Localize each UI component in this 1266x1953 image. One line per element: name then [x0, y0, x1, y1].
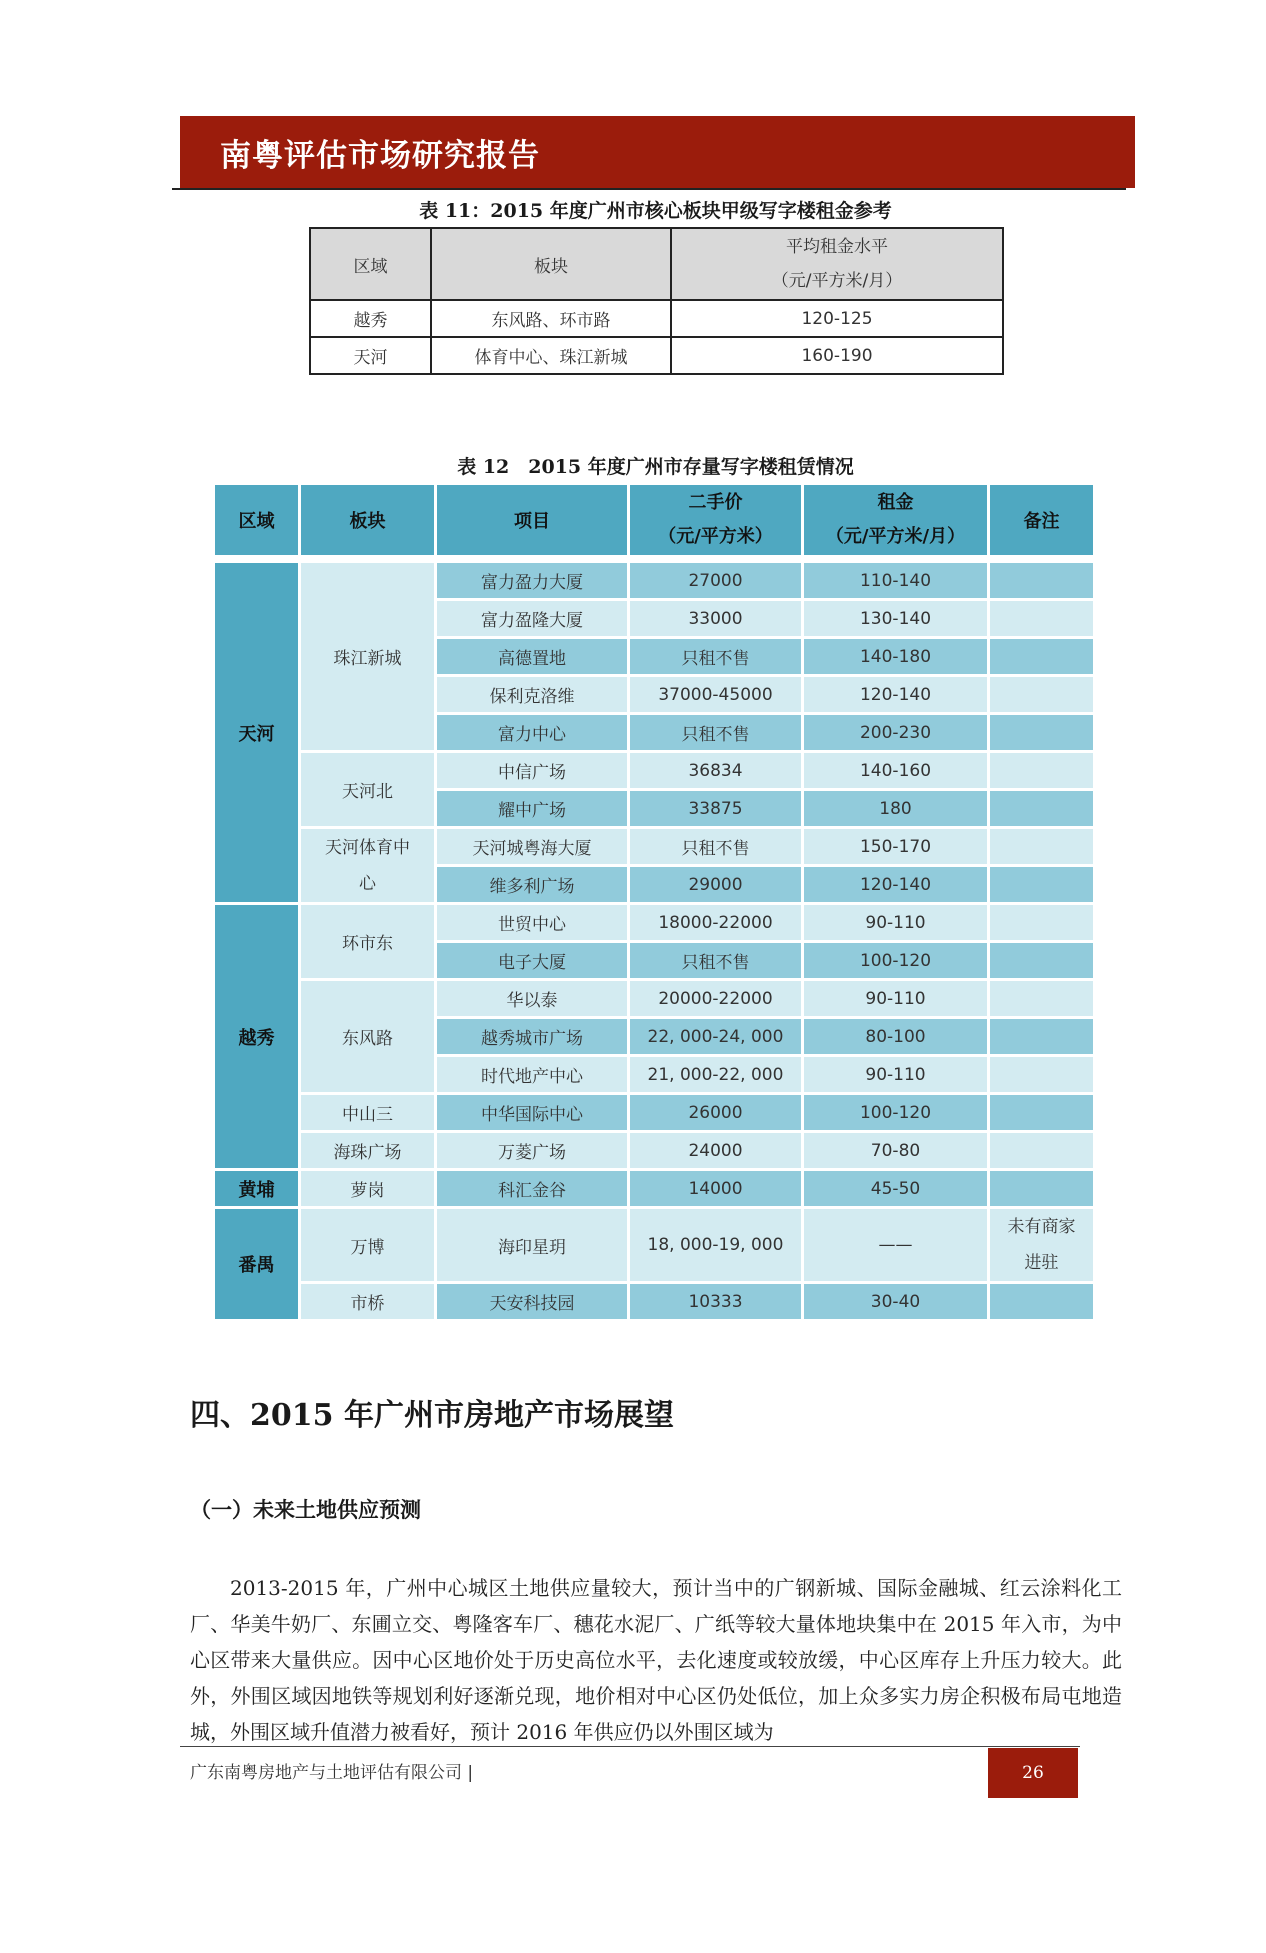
table12-header-line: 租金: [877, 492, 914, 513]
table12-header-line: （元/平方米/月）: [825, 526, 966, 547]
table12-cell: 高德置地: [437, 639, 630, 677]
table12-cell: 富力中心: [437, 715, 630, 753]
table11-cell: 体育中心、珠江新城: [431, 337, 671, 374]
table12-region-cell: 越秀: [215, 905, 301, 1171]
subsection-heading: （一）未来土地供应预测: [190, 1497, 421, 1522]
table12-cell: 只租不售: [630, 715, 804, 753]
table-row: [215, 1171, 1096, 1209]
table12: [215, 485, 1096, 1322]
table12-cell: 世贸中心: [437, 905, 630, 943]
table12-cell: 33000: [630, 601, 804, 639]
section-heading: 四、2015 年广州市房地产市场展望: [190, 1398, 674, 1433]
table11-cell: 120-125: [671, 300, 1003, 337]
table12-cell: 海印星玥: [437, 1209, 630, 1284]
table12-cell: 越秀城市广场: [437, 1019, 630, 1057]
table11-cell: 天河: [310, 337, 431, 374]
table12-cell: 80-100: [804, 1019, 990, 1057]
table12-cell: 140-160: [804, 753, 990, 791]
table12-cell: 100-120: [804, 1095, 990, 1133]
table12-cell: 100-120: [804, 943, 990, 981]
table11-header-line: 平均租金水平: [786, 237, 888, 257]
table12-cell: 70-80: [804, 1133, 990, 1171]
body-paragraph: 2013-2015 年，广州中心城区土地供应量较大，预计当中的广钢新城、国际金融城、红云涂料化工厂、华美牛奶厂、东圃立交、粤隆客车厂、穗花水泥厂、广纸等较大量体地块集中在 2015 年入市，为中心区带来大量供应。因中心区地价处于历史高位水平，去化速度或较放缓，中心区库存上升压力较大。此外，外围区域因地铁等规划利好逐渐兑现，地价相对中心区仍处低位，加上众多实力房企积极布局屯地造城，外围区域升值潜力被看好，预计 2016 年供应仍以外围区域为: [190, 1576, 1122, 1744]
table12-cell: 10333: [630, 1284, 804, 1322]
table12-cell: [990, 1057, 1096, 1095]
table12-cell: 36834: [630, 753, 804, 791]
table11: [309, 227, 1004, 375]
table12-cell: 14000: [630, 1171, 804, 1209]
table-row: [215, 753, 1096, 791]
body-paragraph-block: [190, 1570, 1122, 1750]
footer-rule: [180, 1746, 1080, 1747]
table11-header-row: [310, 228, 1003, 300]
table12-block-cell: 万博: [301, 1209, 437, 1284]
table12-cell: 20000-22000: [630, 981, 804, 1019]
table-row: [215, 1095, 1096, 1133]
table12-cell: [990, 905, 1096, 943]
table12-cell: 万菱广场: [437, 1133, 630, 1171]
table12-cell: 37000-45000: [630, 677, 804, 715]
table11-header-cell: 区域: [310, 228, 431, 300]
table12-cell: 维多利广场: [437, 867, 630, 905]
table12-cell: 中华国际中心: [437, 1095, 630, 1133]
table12-cell: 天河城粤海大厦: [437, 829, 630, 867]
table12-cell: [990, 563, 1096, 601]
table12-header-cell: 板块: [301, 485, 437, 558]
table12-cell: ——: [804, 1209, 990, 1284]
table11-header-line: （元/平方米/月）: [771, 271, 903, 291]
table12-cell: 22, 000-24, 000: [630, 1019, 804, 1057]
table12-cell: 耀中广场: [437, 791, 630, 829]
table12-block-cell: 东风路: [301, 981, 437, 1095]
table11-header-cell: [671, 228, 1003, 300]
table-row: [215, 1209, 1096, 1284]
table12-cell: [990, 753, 1096, 791]
table12-cell: [990, 943, 1096, 981]
table12-cell: 21, 000-22, 000: [630, 1057, 804, 1095]
table12-remark-line: 未有商家: [1007, 1217, 1076, 1237]
table12-cell: 30-40: [804, 1284, 990, 1322]
table11-caption: 表 11：2015 年度广州市核心板块甲级写字楼租金参考: [419, 200, 892, 222]
table12-cell: 只租不售: [630, 639, 804, 677]
table12-cell: 电子大厦: [437, 943, 630, 981]
table12-remark-line: 进驻: [1024, 1253, 1059, 1273]
report-header-bar: [180, 116, 1135, 188]
table-row: [215, 905, 1096, 943]
table12-remark-cell: [990, 1209, 1096, 1284]
table12-block-line: 心: [359, 873, 376, 894]
table12-cell: [990, 1095, 1096, 1133]
table-row: [215, 563, 1096, 601]
table12-cell: 90-110: [804, 905, 990, 943]
table12-cell: 140-180: [804, 639, 990, 677]
table-row: [215, 1284, 1096, 1322]
footer-company: 广东南粤房地产与土地评估有限公司 |: [190, 1763, 474, 1783]
table-row: [310, 300, 1003, 337]
table12-block-cell: 萝岗: [301, 1171, 437, 1209]
table12-cell: 45-50: [804, 1171, 990, 1209]
table12-cell: 保利克洛维: [437, 677, 630, 715]
table12-cell: [990, 791, 1096, 829]
table12-cell: 24000: [630, 1133, 804, 1171]
table12-block-cell: [301, 829, 437, 905]
table12-cell: 29000: [630, 867, 804, 905]
table12-cell: 中信广场: [437, 753, 630, 791]
table-row: [310, 337, 1003, 374]
table12-cell: 27000: [630, 563, 804, 601]
table12-cell: 90-110: [804, 1057, 990, 1095]
table12-cell: 只租不售: [630, 943, 804, 981]
table-row: [215, 981, 1096, 1019]
table12-cell: [990, 1133, 1096, 1171]
table12-cell: 120-140: [804, 867, 990, 905]
table11-cell: 越秀: [310, 300, 431, 337]
table-row: [215, 1133, 1096, 1171]
table12-cell: 150-170: [804, 829, 990, 867]
table12-cell: 33875: [630, 791, 804, 829]
table12-header-row: [215, 485, 1096, 558]
table12-cell: [990, 1284, 1096, 1322]
table12-cell: [990, 601, 1096, 639]
table12-cell: 18, 000-19, 000: [630, 1209, 804, 1284]
table12-cell: [990, 677, 1096, 715]
table12-region-cell: 天河: [215, 563, 301, 905]
table12-cell: 科汇金谷: [437, 1171, 630, 1209]
table-row: [215, 829, 1096, 867]
table12-cell: 18000-22000: [630, 905, 804, 943]
table11-cell: 东风路、环市路: [431, 300, 671, 337]
table12-region-cell: 番禺: [215, 1209, 301, 1322]
table12-cell: 200-230: [804, 715, 990, 753]
table11-cell: 160-190: [671, 337, 1003, 374]
table12-cell: [990, 1171, 1096, 1209]
table12-header-cell: 区域: [215, 485, 301, 558]
table12-cell: 180: [804, 791, 990, 829]
table12-cell: 华以泰: [437, 981, 630, 1019]
table12-caption: 表 12 2015 年度广州市存量写字楼租赁情况: [457, 456, 854, 478]
table12-cell: [990, 867, 1096, 905]
table12-block-cell: 环市东: [301, 905, 437, 981]
table12-header-cell: [630, 485, 804, 558]
table12-cell: 90-110: [804, 981, 990, 1019]
table12-cell: 26000: [630, 1095, 804, 1133]
table12-cell: [990, 1019, 1096, 1057]
table12-cell: 时代地产中心: [437, 1057, 630, 1095]
table12-cell: [990, 715, 1096, 753]
table12-cell: 富力盈隆大厦: [437, 601, 630, 639]
table12-header-line: 二手价: [688, 492, 743, 513]
table12-cell: [990, 829, 1096, 867]
table12-cell: 130-140: [804, 601, 990, 639]
table12-block-cell: 海珠广场: [301, 1133, 437, 1171]
table12-block-line: 天河体育中: [325, 837, 410, 858]
table12-cell: 110-140: [804, 563, 990, 601]
table11-header-cell: 板块: [431, 228, 671, 300]
table12-cell: 120-140: [804, 677, 990, 715]
table12-block-cell: 中山三: [301, 1095, 437, 1133]
table12-cell: 只租不售: [630, 829, 804, 867]
table12-header-cell: 备注: [990, 485, 1096, 558]
table12-header-cell: [804, 485, 990, 558]
table12-block-cell: 市桥: [301, 1284, 437, 1322]
table12-cell: 天安科技园: [437, 1284, 630, 1322]
table12-block-cell: 天河北: [301, 753, 437, 829]
table12-cell: 富力盈力大厦: [437, 563, 630, 601]
report-title: 南粤评估市场研究报告: [220, 138, 540, 174]
table12-header-line: （元/平方米）: [658, 526, 773, 547]
header-rule: [172, 188, 1126, 190]
table12-header-cell: 项目: [437, 485, 630, 558]
page-number: 26: [988, 1748, 1078, 1798]
table12-region-cell: 黄埔: [215, 1171, 301, 1209]
table12-cell: [990, 639, 1096, 677]
table12-cell: [990, 981, 1096, 1019]
table12-block-cell: 珠江新城: [301, 563, 437, 753]
